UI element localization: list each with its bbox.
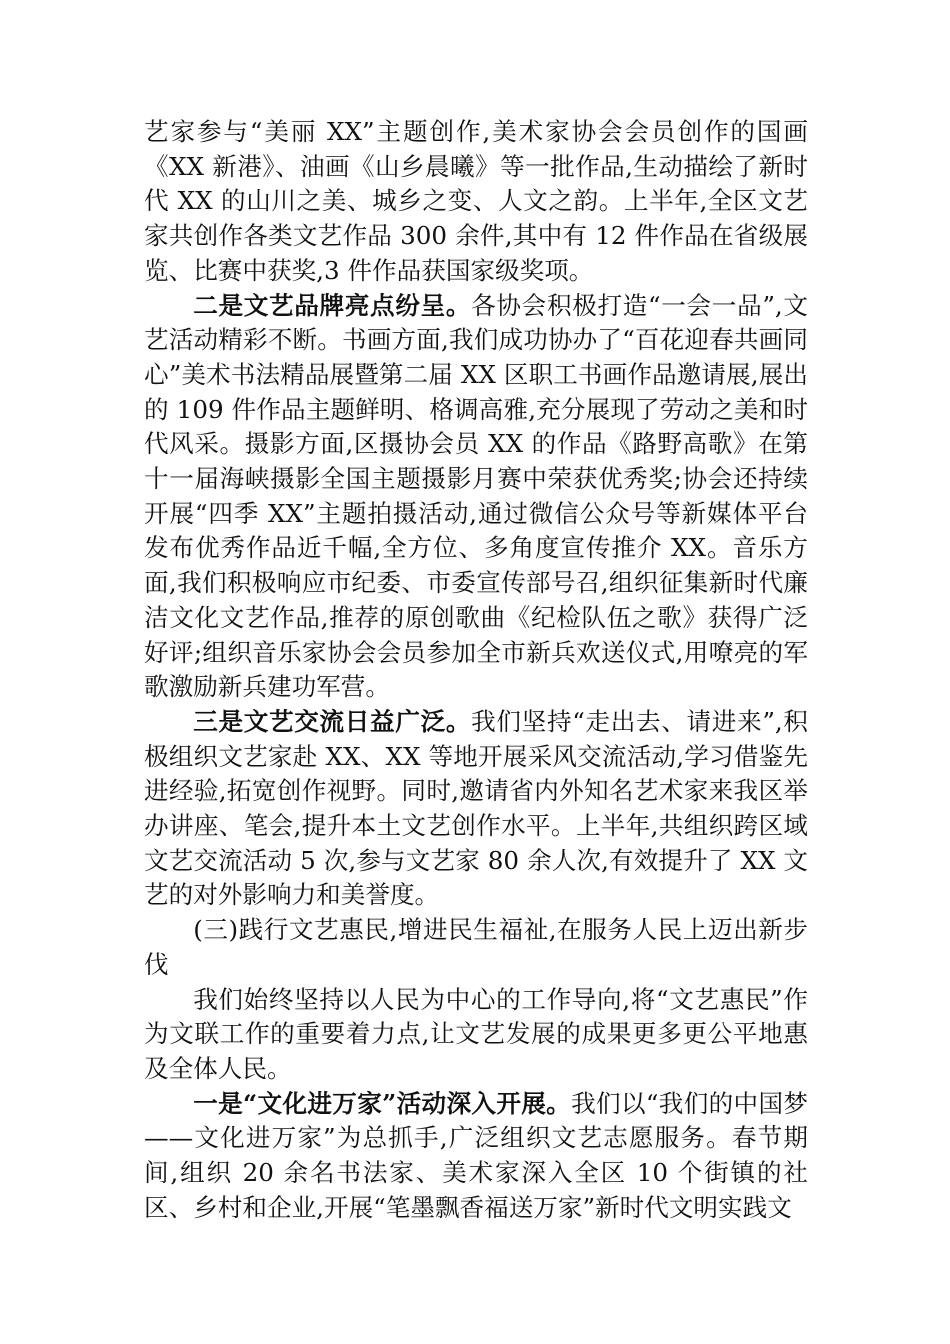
paragraph-text: 我们始终坚持以人民为中心的工作导向,将“文艺惠民”作为文联工作的重要着力点,让文艺发展的成果更多更公平地惠及全体人民。: [144, 984, 808, 1083]
paragraph-culture-to-homes: [144, 1087, 808, 1226]
paragraph-text: 各协会积极打造“一会一品”,文艺活动精彩不断。书画方面,我们成功协办了“百花迎春共画同心”美术书法精品展暨第二届 XX 区职工书画作品邀请展,展出的 109 件作品主题鲜明、格调高雅,充分展现了劳动之美和时代风采。摄影方面,区摄协会员 XX 的作品《路野高歌》在第十一届海峡摄影全国主题摄影月赛中荣获优秀奖;协会还持续开展“四季 XX”主题拍摄活动,通过微信公众号等新媒体平台发布优秀作品近千幅,全方位、多角度宣传推介 XX。音乐方面,我们积极响应市纪委、市委宣传部号召,组织征集新时代廉洁文化文艺作品,推荐的原创歌曲《纪检队伍之歌》获得广泛好评;组织音乐家协会会员参加全市新兵欢送仪式,用嘹亮的军歌激励新兵建功军营。: [144, 290, 808, 702]
paragraph-brand-highlights: [144, 289, 808, 705]
paragraph-text: 艺家参与“美丽 XX”主题创作,美术家协会会员创作的国画《XX 新港》、油画《山乡晨曦》等一批作品,生动描绘了新时代 XX 的山川之美、城乡之变、人文之韵。上半年,全区文艺家共创作各类文艺作品 300 余件,其中有 12 件作品在省级展览、比赛中获奖,3 件作品获国家级奖项。: [144, 117, 808, 285]
paragraph-text: 我们坚持“走出去、请进来”,积极组织文艺家赴 XX、XX 等地开展采风交流活动,学习借鉴先进经验,拓宽创作视野。同时,邀请省内外知名艺术家来我区举办讲座、笔会,提升本土文艺创作水平。上半年,共组织跨区域文艺交流活动 5 次,参与文艺家 80 余人次,有效提升了 XX 文艺的对外影响力和美誉度。: [144, 706, 808, 910]
paragraph-exchange: [144, 705, 808, 913]
paragraph-continuation: [144, 115, 808, 289]
paragraph-heading: 三是文艺交流日益广泛。: [193, 706, 472, 736]
paragraph-heading: 二是文艺品牌亮点纷呈。: [193, 290, 472, 320]
section-heading-text: (三)践行文艺惠民,增进民生福祉,在服务人民上迈出新步伐: [144, 915, 808, 979]
body-text: [144, 115, 808, 1226]
paragraph-heading: 一是“文化进万家”活动深入开展。: [193, 1088, 572, 1118]
paragraph-text: 我们以“我们的中国梦——文化进万家”为总抓手,广泛组织文艺志愿服务。春节期间,组织 20 余名书法家、美术家深入全区 10 个街镇的社区、乡村和企业,开展“笔墨飘香福送万家”新时代文明实践文: [144, 1088, 808, 1222]
paragraph-intro: [144, 983, 808, 1087]
section-heading: [144, 913, 808, 982]
